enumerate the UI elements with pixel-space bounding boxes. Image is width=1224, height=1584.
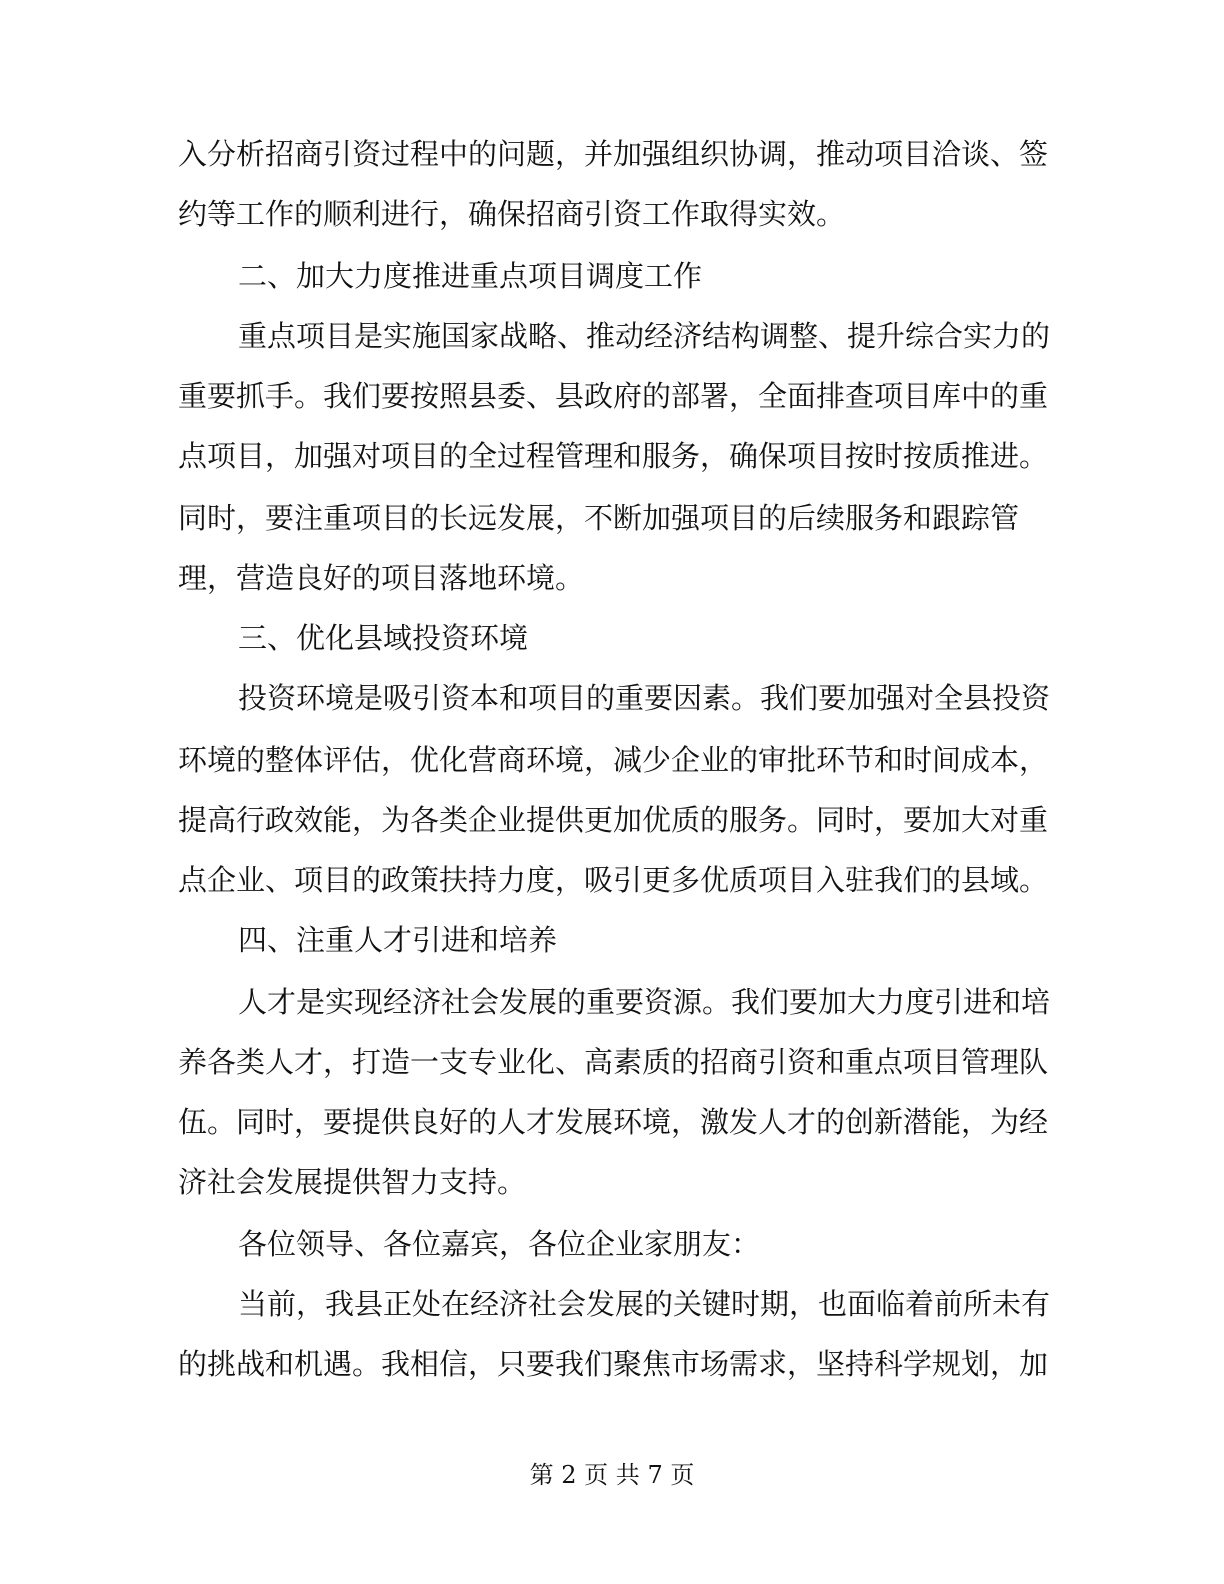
text-line: 重点项目是实施国家战略、推动经济结构调整、提升综合实力的	[238, 319, 1051, 353]
text-line: 养各类人才，打造一支专业化、高素质的招商引资和重点项目管理队	[178, 1045, 1049, 1079]
text-line: 人才是实现经济社会发展的重要资源。我们要加大力度引进和培	[238, 985, 1051, 1019]
text-line: 当前，我县正处在经济社会发展的关键时期，也面临着前所未有	[238, 1287, 1051, 1321]
text-line: 环境的整体评估，优化营商环境，减少企业的审批环节和时间成本，	[178, 743, 1049, 777]
text-line: 点企业、项目的政策扶持力度，吸引更多优质项目入驻我们的县域。	[178, 863, 1049, 897]
text-line: 理，营造良好的项目落地环境。	[178, 561, 585, 595]
section-heading: 四、注重人才引进和培养	[238, 923, 558, 957]
text-line: 伍。同时，要提供良好的人才发展环境，激发人才的创新潜能，为经	[178, 1105, 1049, 1139]
text-line: 点项目，加强对项目的全过程管理和服务，确保项目按时按质推进。	[178, 439, 1049, 473]
text-line: 入分析招商引资过程中的问题，并加强组织协调，推动项目洽谈、签	[178, 137, 1049, 171]
text-line: 的挑战和机遇。我相信，只要我们聚焦市场需求，坚持科学规划，加	[178, 1347, 1049, 1381]
text-line: 同时，要注重项目的长远发展，不断加强项目的后续服务和跟踪管	[178, 501, 1020, 535]
text-line: 提高行政效能，为各类企业提供更加优质的服务。同时，要加大对重	[178, 803, 1049, 837]
text-line: 约等工作的顺利进行，确保招商引资工作取得实效。	[178, 197, 846, 231]
text-line: 投资环境是吸引资本和项目的重要因素。我们要加强对全县投资	[238, 681, 1051, 715]
page-footer: 第 2 页 共 7 页	[529, 1461, 695, 1489]
text-line: 重要抓手。我们要按照县委、县政府的部署，全面排查项目库中的重	[178, 379, 1049, 413]
salutation-line: 各位领导、各位嘉宾，各位企业家朋友：	[238, 1227, 761, 1261]
text-line: 济社会发展提供智力支持。	[178, 1165, 527, 1199]
section-heading: 三、优化县域投资环境	[238, 621, 529, 655]
section-heading: 二、加大力度推进重点项目调度工作	[238, 259, 703, 293]
